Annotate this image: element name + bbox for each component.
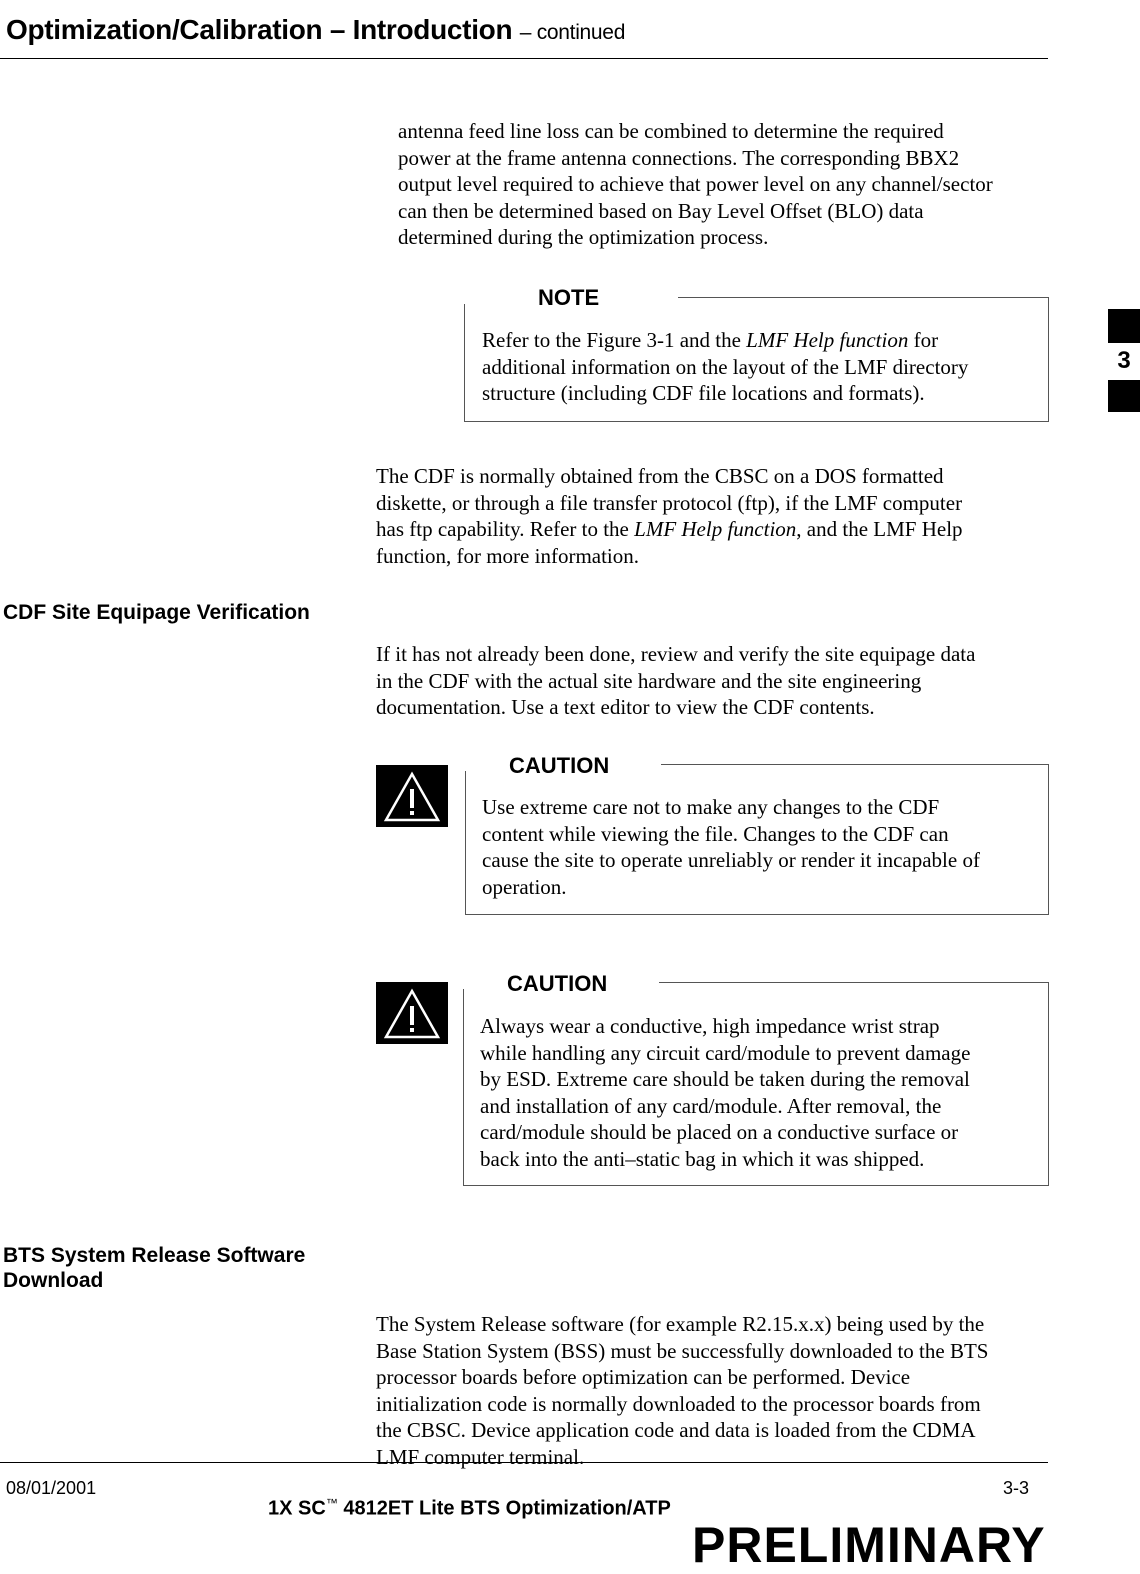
caution-2-line: and installation of any card/module. After removal, the: [480, 1093, 942, 1118]
trademark-symbol: ™: [325, 1496, 338, 1510]
cdf-paragraph: [376, 463, 1056, 569]
download-line: LMF computer terminal.: [376, 1444, 585, 1469]
header-title-text: Optimization/Calibration – Introduction: [6, 14, 513, 45]
header-continued-text: – continued: [519, 21, 626, 44]
download-line: Base Station System (BSS) must be successfully downloaded to the BTS: [376, 1338, 989, 1363]
intro-line: output level required to achieve that power level on any channel/sector: [398, 172, 993, 196]
cdf-text-segment: , and the LMF Help: [796, 517, 963, 541]
equipage-paragraph: [376, 641, 1056, 721]
caution-text-1: [482, 794, 1042, 900]
footer-date: 08/01/2001: [6, 1478, 97, 1498]
caution-2-line: card/module should be placed on a conductive surface or: [480, 1120, 959, 1144]
cdf-line: diskette, or through a file transfer protocol (ftp), if the LMF computer: [376, 490, 963, 515]
note-text-italic: LMF Help function: [746, 328, 909, 352]
note-text-line: structure (including CDF file locations and formats).: [482, 381, 925, 405]
section-heading-download: [3, 1243, 305, 1293]
cdf-line: function, for more information.: [376, 543, 640, 568]
footer-page-number: 3-3: [1003, 1478, 1030, 1498]
chapter-tab-block-top: [1108, 309, 1140, 343]
caution-2-line: back into the anti–static bag in which it was shipped.: [480, 1146, 925, 1171]
caution-label-2: CAUTION: [507, 971, 608, 996]
header-rule: [0, 58, 1048, 59]
download-paragraph: [376, 1311, 1056, 1470]
download-line: initialization code is normally downloaded to the processor boards from: [376, 1391, 981, 1416]
intro-line: can then be determined based on Bay Level Offset (BLO) data: [398, 198, 924, 223]
cdf-line: The CDF is normally obtained from the CBSC on a DOS formatted: [376, 464, 944, 488]
footer-title-segment: 4812ET Lite BTS Optimization/ATP: [337, 1497, 671, 1520]
page-header-title: [6, 14, 625, 46]
note-text-line: additional information on the layout of the LMF directory: [482, 354, 969, 379]
warning-triangle-icon: [376, 982, 448, 1044]
caution-2-line: by ESD. Extreme care should be taken during the removal: [480, 1067, 970, 1091]
note-text: [482, 327, 1042, 407]
section-heading-equipage: CDF Site Equipage Verification: [3, 601, 310, 624]
warning-triangle-icon: [376, 765, 448, 827]
intro-line: antenna feed line loss can be combined to determine the required: [398, 119, 944, 143]
cdf-text-segment: has ftp capability. Refer to the: [376, 517, 635, 541]
footer-title-segment: 1X SC: [268, 1497, 326, 1520]
caution-1-line: Use extreme care not to make any changes to the CDF: [482, 795, 940, 819]
intro-line: power at the frame antenna connections. The corresponding BBX2: [398, 145, 960, 170]
caution-2-line: Always wear a conductive, high impedance wrist strap: [480, 1014, 940, 1038]
caution-1-line: operation.: [482, 874, 567, 899]
caution-label-1: CAUTION: [509, 753, 610, 778]
caution-1-line: cause the site to operate unreliably or render it incapable of: [482, 848, 980, 872]
equipage-line: If it has not already been done, review and verify the site equipage data: [376, 642, 976, 666]
caution-1-line: content while viewing the file. Changes to the CDF can: [482, 821, 949, 846]
download-heading-line: Download: [3, 1269, 104, 1292]
note-text-segment: for: [908, 328, 939, 352]
download-line: The System Release software (for example R2.15.x.x) being used by the: [376, 1312, 985, 1336]
download-line: the CBSC. Device application code and data is loaded from the CDMA: [376, 1418, 976, 1442]
note-label: NOTE: [538, 285, 600, 310]
preliminary-watermark: PRELIMINARY: [692, 1517, 1046, 1573]
chapter-tab-block-bottom: [1108, 380, 1140, 412]
cdf-text-italic: LMF Help function: [634, 517, 797, 541]
intro-paragraph: [398, 118, 1058, 251]
equipage-line: documentation. Use a text editor to view the CDF contents.: [376, 695, 875, 719]
footer-rule: [0, 1462, 1048, 1463]
download-line: processor boards before optimization can be performed. Device: [376, 1365, 911, 1389]
intro-line: determined during the optimization process.: [398, 225, 769, 249]
note-text-segment: Refer to the Figure 3-1 and the: [482, 328, 747, 352]
footer-document-title: [268, 1496, 671, 1521]
caution-text-2: [480, 1013, 1042, 1172]
caution-2-line: while handling any circuit card/module to prevent damage: [480, 1040, 971, 1065]
download-heading-line: BTS System Release Software: [3, 1244, 306, 1267]
chapter-tab-number: 3: [1117, 347, 1131, 374]
equipage-line: in the CDF with the actual site hardware and the site engineering: [376, 668, 922, 693]
